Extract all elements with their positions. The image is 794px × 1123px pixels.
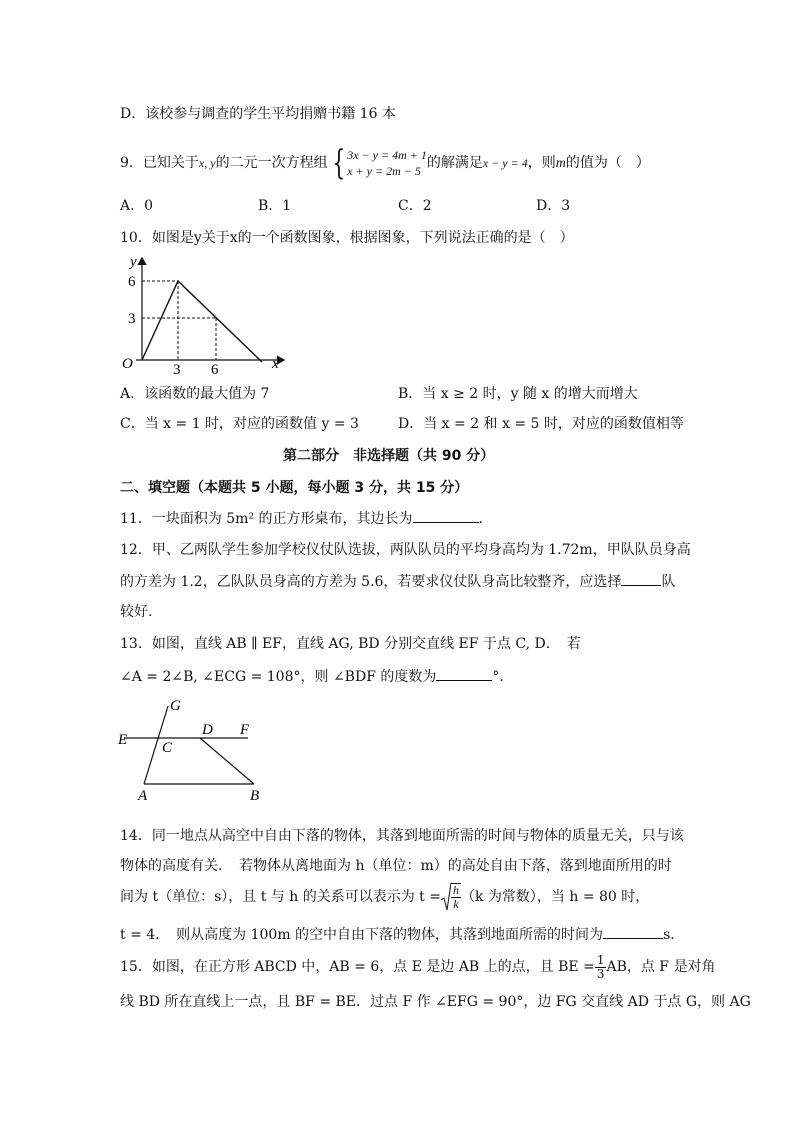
q9-brace: { <box>331 143 345 183</box>
q9-var-m: m <box>555 156 566 171</box>
q12-answer-blank[interactable] <box>621 571 661 586</box>
q13-label-d: D <box>202 722 213 738</box>
q13-label-e: E <box>118 732 128 748</box>
q14-line-3-end: （k 为常数），当 h = 80 时， <box>460 889 650 905</box>
q14-frac-den: k <box>453 897 459 911</box>
q11-end: . <box>478 511 483 527</box>
q13-label-c: C <box>162 740 173 756</box>
q9-vars: x, y <box>198 156 216 170</box>
q11-text: 11．一块面积为 5m² 的正方形桌布，其边长为 <box>120 511 413 527</box>
q12-line-3: 较好. <box>120 604 153 620</box>
q13-label-b: B <box>250 788 260 804</box>
q15-frac-num: 1 <box>596 952 605 967</box>
q13-label-g: G <box>170 698 181 714</box>
q14-line-3-text: 间为 t（单位：s），且 t 与 h 的关系可以表示为 t = <box>120 889 441 905</box>
q14-frac-num: h <box>452 883 459 897</box>
q15-line-1-text: 15．如图，在正方形 ABCD 中，AB = 6，点 E 是边 AB 上的点，且 BE = <box>120 959 595 975</box>
q13-answer-blank[interactable] <box>436 666 492 681</box>
q14-line-2: 物体的高度有关． 若物体从离地面为 h（单位：m）的高处自由下落，落到地面所用的时 <box>120 858 672 874</box>
q14-answer-blank[interactable] <box>603 924 663 939</box>
q13-label-a: A <box>138 788 148 804</box>
q14-line-3 <box>120 880 649 914</box>
q13-label-f: F <box>240 722 250 738</box>
q12-line-1: 12．甲、乙两队学生参加学校仪仗队选拔，两队队员的平均身高均为 1.72m，甲队队员身高 <box>120 542 691 558</box>
q11-answer-blank[interactable] <box>413 508 479 523</box>
q9-mid2: 的解满足 <box>426 155 483 171</box>
q10-origin-label: O <box>122 356 133 372</box>
q9-system <box>347 147 427 179</box>
q13-line-2-text: ∠A = 2∠B, ∠ECG = 108°，则 ∠BDF 的度数为 <box>120 669 437 685</box>
section-two-heading: 二、填空题（本题共 5 小题，每小题 3 分，共 15 分） <box>120 480 469 496</box>
q10-y-tick-6: 6 <box>128 274 136 290</box>
q10-x-axis-label: x <box>272 356 279 372</box>
q13-line-2 <box>120 666 504 687</box>
q14-line-4 <box>120 924 684 945</box>
q10-stem: 10．如图是y关于x的一个函数图象，根据图象，下列说法正确的是（ ） <box>120 230 574 246</box>
q12-line-2-text: 的方差为 1.2，乙队队员身高的方差为 5.6，若要求仪仗队身高比较整齐，应选择 <box>120 574 622 590</box>
part-two-heading: 第二部分 非选择题（共 90 分） <box>283 448 495 464</box>
q9-option-a: A．0 <box>120 198 154 214</box>
q10-function-graph <box>112 250 292 374</box>
q11-stem <box>120 508 483 529</box>
q9-eq1: 3x − y = 4m + 1 <box>347 148 427 162</box>
q10-option-b: B．当 x ≥ 2 时，y 随 x 的增大而增大 <box>398 386 638 402</box>
q8-option-d: D．该校参与调查的学生平均捐赠书籍 16 本 <box>120 106 396 122</box>
q10-y-axis-label: y <box>130 254 137 270</box>
q10-option-d: D．当 x = 2 和 x = 5 时，对应的函数值相等 <box>398 416 684 432</box>
q9-option-d: D．3 <box>536 198 571 214</box>
q9-eq2: x + y = 2m − 5 <box>347 164 421 178</box>
q13-line-1: 13．如图，直线 AB ∥ EF，直线 AG, BD 分别交直线 EF 于点 C, D． 若 <box>120 636 581 652</box>
q9-prefix: 9．已知关于 <box>120 155 199 171</box>
q14-line-4-end: s． <box>663 927 685 943</box>
q10-y-tick-3: 3 <box>128 311 136 327</box>
q15-fraction <box>595 954 607 981</box>
q9-option-b: B．1 <box>258 198 292 214</box>
q9-mid: 的二元一次方程组 <box>215 155 328 171</box>
q14-line-1: 14．同一地点从高空中自由下落的物体，其落到地面所需的时间与物体的质量无关，只与该 <box>120 828 684 844</box>
q14-radical-icon <box>441 882 451 912</box>
q10-option-c: C．当 x = 1 时，对应的函数值 y = 3 <box>120 416 359 432</box>
q15-line-2: 线 BD 所在直线上一点，且 BF = BE．过点 F 作 ∠EFG = 90°，边 FG 交直线 AD 于点 G，则 AG <box>120 994 751 1010</box>
q12-line-2 <box>120 571 675 592</box>
q14-sqrt <box>441 880 461 914</box>
q10-option-a: A．该函数的最大值为 7 <box>120 386 270 402</box>
q12-line-2-end: 队 <box>661 574 676 590</box>
q13-line-2-end: °. <box>492 669 504 685</box>
q14-line-4-text: t = 4． 则从高度为 100m 的空中自由下落的物体，其落到地面所需的时间为 <box>120 927 604 943</box>
q15-line-1 <box>120 950 715 984</box>
q9-stem <box>120 143 650 183</box>
q10-x-tick-6: 6 <box>211 362 219 374</box>
q13-figure <box>112 694 272 806</box>
q14-fraction <box>451 883 461 911</box>
q9-cond: x − y = 4 <box>482 156 528 170</box>
q9-option-c: C．2 <box>398 198 432 214</box>
q15-line-1-end: AB，点 F 是对角 <box>606 959 716 975</box>
q9-suffix: 的值为（ ） <box>565 155 650 171</box>
q15-frac-den: 3 <box>596 966 605 981</box>
q10-x-tick-3: 3 <box>173 362 181 374</box>
q9-mid3: ，则 <box>527 155 556 171</box>
